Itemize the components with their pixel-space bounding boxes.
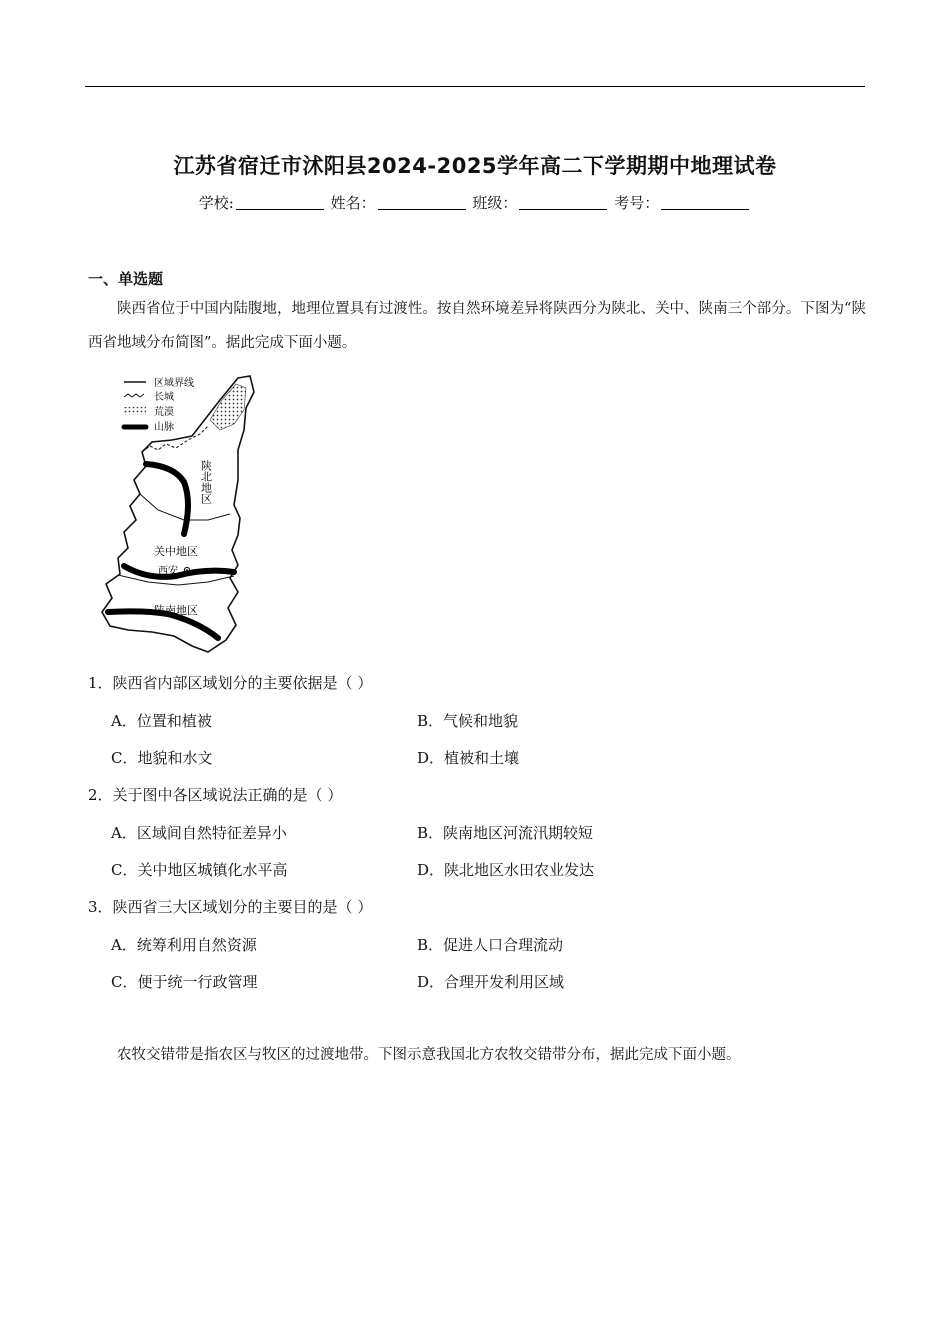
shaanxi-region-map xyxy=(88,370,268,660)
mountain-north xyxy=(146,464,188,534)
q2-option-c[interactable]: C．关中地区城镇化水平高 xyxy=(111,861,288,879)
q2-option-b[interactable]: B．陕南地区河流汛期较短 xyxy=(417,824,594,842)
exam-no-blank[interactable] xyxy=(661,195,749,210)
question-3: 3．陕西省三大区域划分的主要目的是（ ） xyxy=(88,898,373,916)
q1-option-b[interactable]: B．气候和地貌 xyxy=(417,712,519,730)
label-xian: 西安 xyxy=(158,566,178,577)
legend-boundary: 区域界线 xyxy=(154,378,194,389)
question-1: 1．陕西省内部区域划分的主要依据是（ ） xyxy=(88,674,373,692)
mountain-qinling xyxy=(124,566,234,577)
q1-option-c[interactable]: C．地貌和水文 xyxy=(111,749,213,767)
legend-wall: 长城 xyxy=(154,392,174,403)
name-blank[interactable] xyxy=(378,195,466,210)
class-label: 班级： xyxy=(472,194,518,212)
q2-option-a[interactable]: A．区域间自然特征差异小 xyxy=(111,824,287,842)
passage-1: 陕西省位于中国内陆腹地，地理位置具有过渡性。按自然环境差异将陕西分为陕北、关中、陕南三个部分。下图为“陕西省地域分布简图”。据此完成下面小题。 xyxy=(88,301,866,351)
q3-option-b[interactable]: B．促进人口合理流动 xyxy=(417,936,564,954)
q3-option-d[interactable]: D．合理开发利用区域 xyxy=(417,973,565,991)
school-blank[interactable] xyxy=(236,195,324,210)
legend-desert-symbol xyxy=(124,407,146,415)
q3-option-c[interactable]: C．便于统一行政管理 xyxy=(111,973,258,991)
exam-no-label: 考号： xyxy=(614,194,660,212)
student-info-line xyxy=(0,192,950,213)
name-label: 姓名： xyxy=(330,194,376,212)
section-heading: 一、单选题 xyxy=(88,270,164,288)
class-blank[interactable] xyxy=(519,195,607,210)
q2-option-d[interactable]: D．陕北地区水田农业发达 xyxy=(417,861,595,879)
header-rule xyxy=(85,86,865,87)
legend-desert: 荒漠 xyxy=(154,407,174,418)
q1-option-a[interactable]: A．位置和植被 xyxy=(111,712,212,730)
label-north: 陕北地区 xyxy=(199,460,213,504)
q3-option-a[interactable]: A．统筹利用自然资源 xyxy=(111,936,257,954)
q1-option-d[interactable]: D．植被和土壤 xyxy=(417,749,520,767)
label-central: 关中地区 xyxy=(154,545,198,558)
legend-wall-symbol xyxy=(124,394,144,397)
question-2: 2．关于图中各区域说法正确的是（ ） xyxy=(88,786,343,804)
passage-2: 农牧交错带是指农区与牧区的过渡地带。下图示意我国北方农牧交错带分布，据此完成下面小题。 xyxy=(117,1047,741,1063)
school-label: 学校: xyxy=(198,194,234,212)
page-title: 江苏省宿迁市沭阳县2024-2025学年高二下学期期中地理试卷 xyxy=(173,154,777,178)
map-svg xyxy=(88,370,268,660)
label-south: 陕南地区 xyxy=(154,604,198,617)
legend-mountain: 山脉 xyxy=(154,422,174,433)
